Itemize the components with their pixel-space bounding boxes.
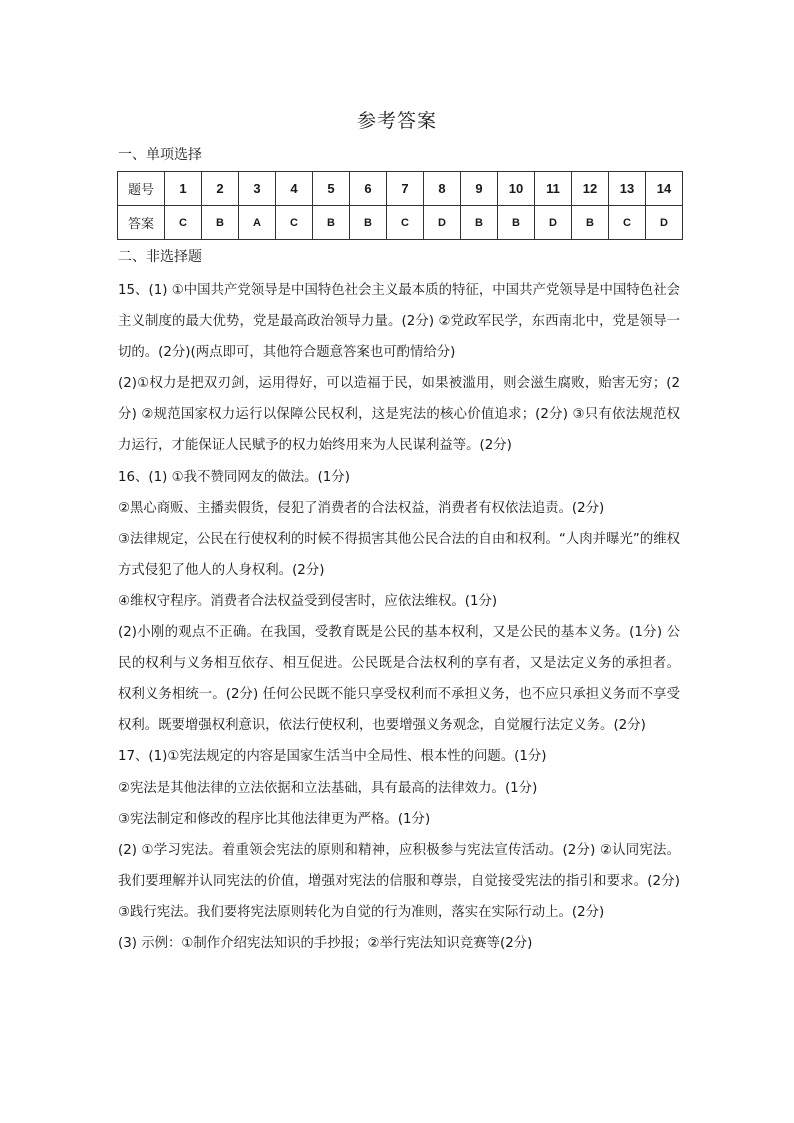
section-heading-non-choice: 二、非选择题: [118, 249, 202, 265]
answer-cell: D: [646, 206, 683, 240]
answer-paragraph: (2)①权力是把双刃剑，运用得好，可以造福于民，如果被滥用，则会滋生腐败，贻害无穷；(2分) ②规范国家权力运行以保障公民权利，这是宪法的核心价值追求；(2分) ③只有依法规范权力运行，才能保证人民赋予的权力始终用来为人民谋利益等。(2分): [118, 376, 680, 454]
answer-cell: C: [276, 206, 313, 240]
question-number: 12: [572, 172, 609, 206]
answer-paragraph: 15、(1) ①中国共产党领导是中国特色社会主义最本质的特征，中国共产党领导是中国特色社会主义制度的最大优势，党是最高政治领导力量。(2分) ②党政军民学，东西南北中，党是领导一切的。(2分)(两点即可，其他符合题意答案也可酌情给分): [118, 283, 680, 361]
question-number: 14: [646, 172, 683, 206]
answer-table: [117, 171, 683, 240]
answer-paragraph: (2)小刚的观点不正确。在我国，受教育既是公民的基本权利，又是公民的基本义务。(1分) 公民的权利与义务相互依存、相互促进。公民既是合法权利的享有者，又是法定义务的承担者。权利义务相统一。(2分) 任何公民既不能只享受权利而不承担义务，也不应只承担义务而不享受权利。既要增强权利意识，依法行使权利，也要增强义务观念，自觉履行法定义务。(2分): [118, 625, 680, 734]
answer-cell: C: [387, 206, 424, 240]
question-number: 10: [498, 172, 535, 206]
question-number: 4: [276, 172, 313, 206]
answer-paragraph: ④维权守程序。消费者合法权益受到侵害时，应依法维权。(1分): [118, 593, 498, 609]
table-answer-label: 答案: [118, 206, 165, 240]
question-number: 11: [535, 172, 572, 206]
answer-cell: B: [350, 206, 387, 240]
page-title: 参考答案: [356, 110, 437, 132]
answer-paragraph: ②宪法是其他法律的立法依据和立法基础，具有最高的法律效力。(1分): [118, 780, 538, 796]
answer-cell: B: [572, 206, 609, 240]
question-number: 8: [424, 172, 461, 206]
answer-cell: A: [239, 206, 276, 240]
answer-paragraph: (3) 示例：①制作介绍宪法知识的手抄报；②举行宪法知识竞赛等(2分): [118, 935, 533, 951]
answer-content: [118, 275, 680, 959]
answer-paragraph: ②黑心商贩、主播卖假货，侵犯了消费者的合法权益，消费者有权依法追责。(2分): [118, 500, 605, 516]
question-number: 7: [387, 172, 424, 206]
table-header-label: 题号: [118, 172, 165, 206]
answer-cell: B: [461, 206, 498, 240]
question-number: 3: [239, 172, 276, 206]
answer-cell: B: [202, 206, 239, 240]
table-row-numbers: [118, 172, 683, 206]
answer-paragraph: ③宪法制定和修改的程序比其他法律更为严格。(1分): [118, 811, 431, 827]
answer-cell: D: [535, 206, 572, 240]
answer-paragraph: 17、(1)①宪法规定的内容是国家生活当中全局性、根本性的问题。(1分): [118, 749, 547, 765]
answer-cell: C: [609, 206, 646, 240]
answer-paragraph: (2) ①学习宪法。着重领会宪法的原则和精神，应积极参与宪法宣传活动。(2分) ②认同宪法。我们要理解并认同宪法的价值，增强对宪法的信服和尊崇，自觉接受宪法的指引和要求。(2分) ③践行宪法。我们要将宪法原则转化为自觉的行为准则，落实在实际行动上。(2分): [118, 842, 680, 920]
answer-cell: C: [165, 206, 202, 240]
question-number: 9: [461, 172, 498, 206]
question-number: 2: [202, 172, 239, 206]
question-number: 13: [609, 172, 646, 206]
question-number: 6: [350, 172, 387, 206]
answer-paragraph: ③法律规定，公民在行使权利的时候不得损害其他公民合法的自由和权利。“人肉并曝光”的维权方式侵犯了他人的人身权利。(2分): [118, 531, 680, 578]
answer-cell: B: [313, 206, 350, 240]
answer-paragraph: 16、(1) ①我不赞同网友的做法。(1分): [118, 469, 350, 485]
question-number: 5: [313, 172, 350, 206]
answer-cell: D: [424, 206, 461, 240]
question-number: 1: [165, 172, 202, 206]
table-row-answers: [118, 206, 683, 240]
answer-cell: B: [498, 206, 535, 240]
section-heading-single-choice: 一、单项选择: [118, 147, 202, 163]
